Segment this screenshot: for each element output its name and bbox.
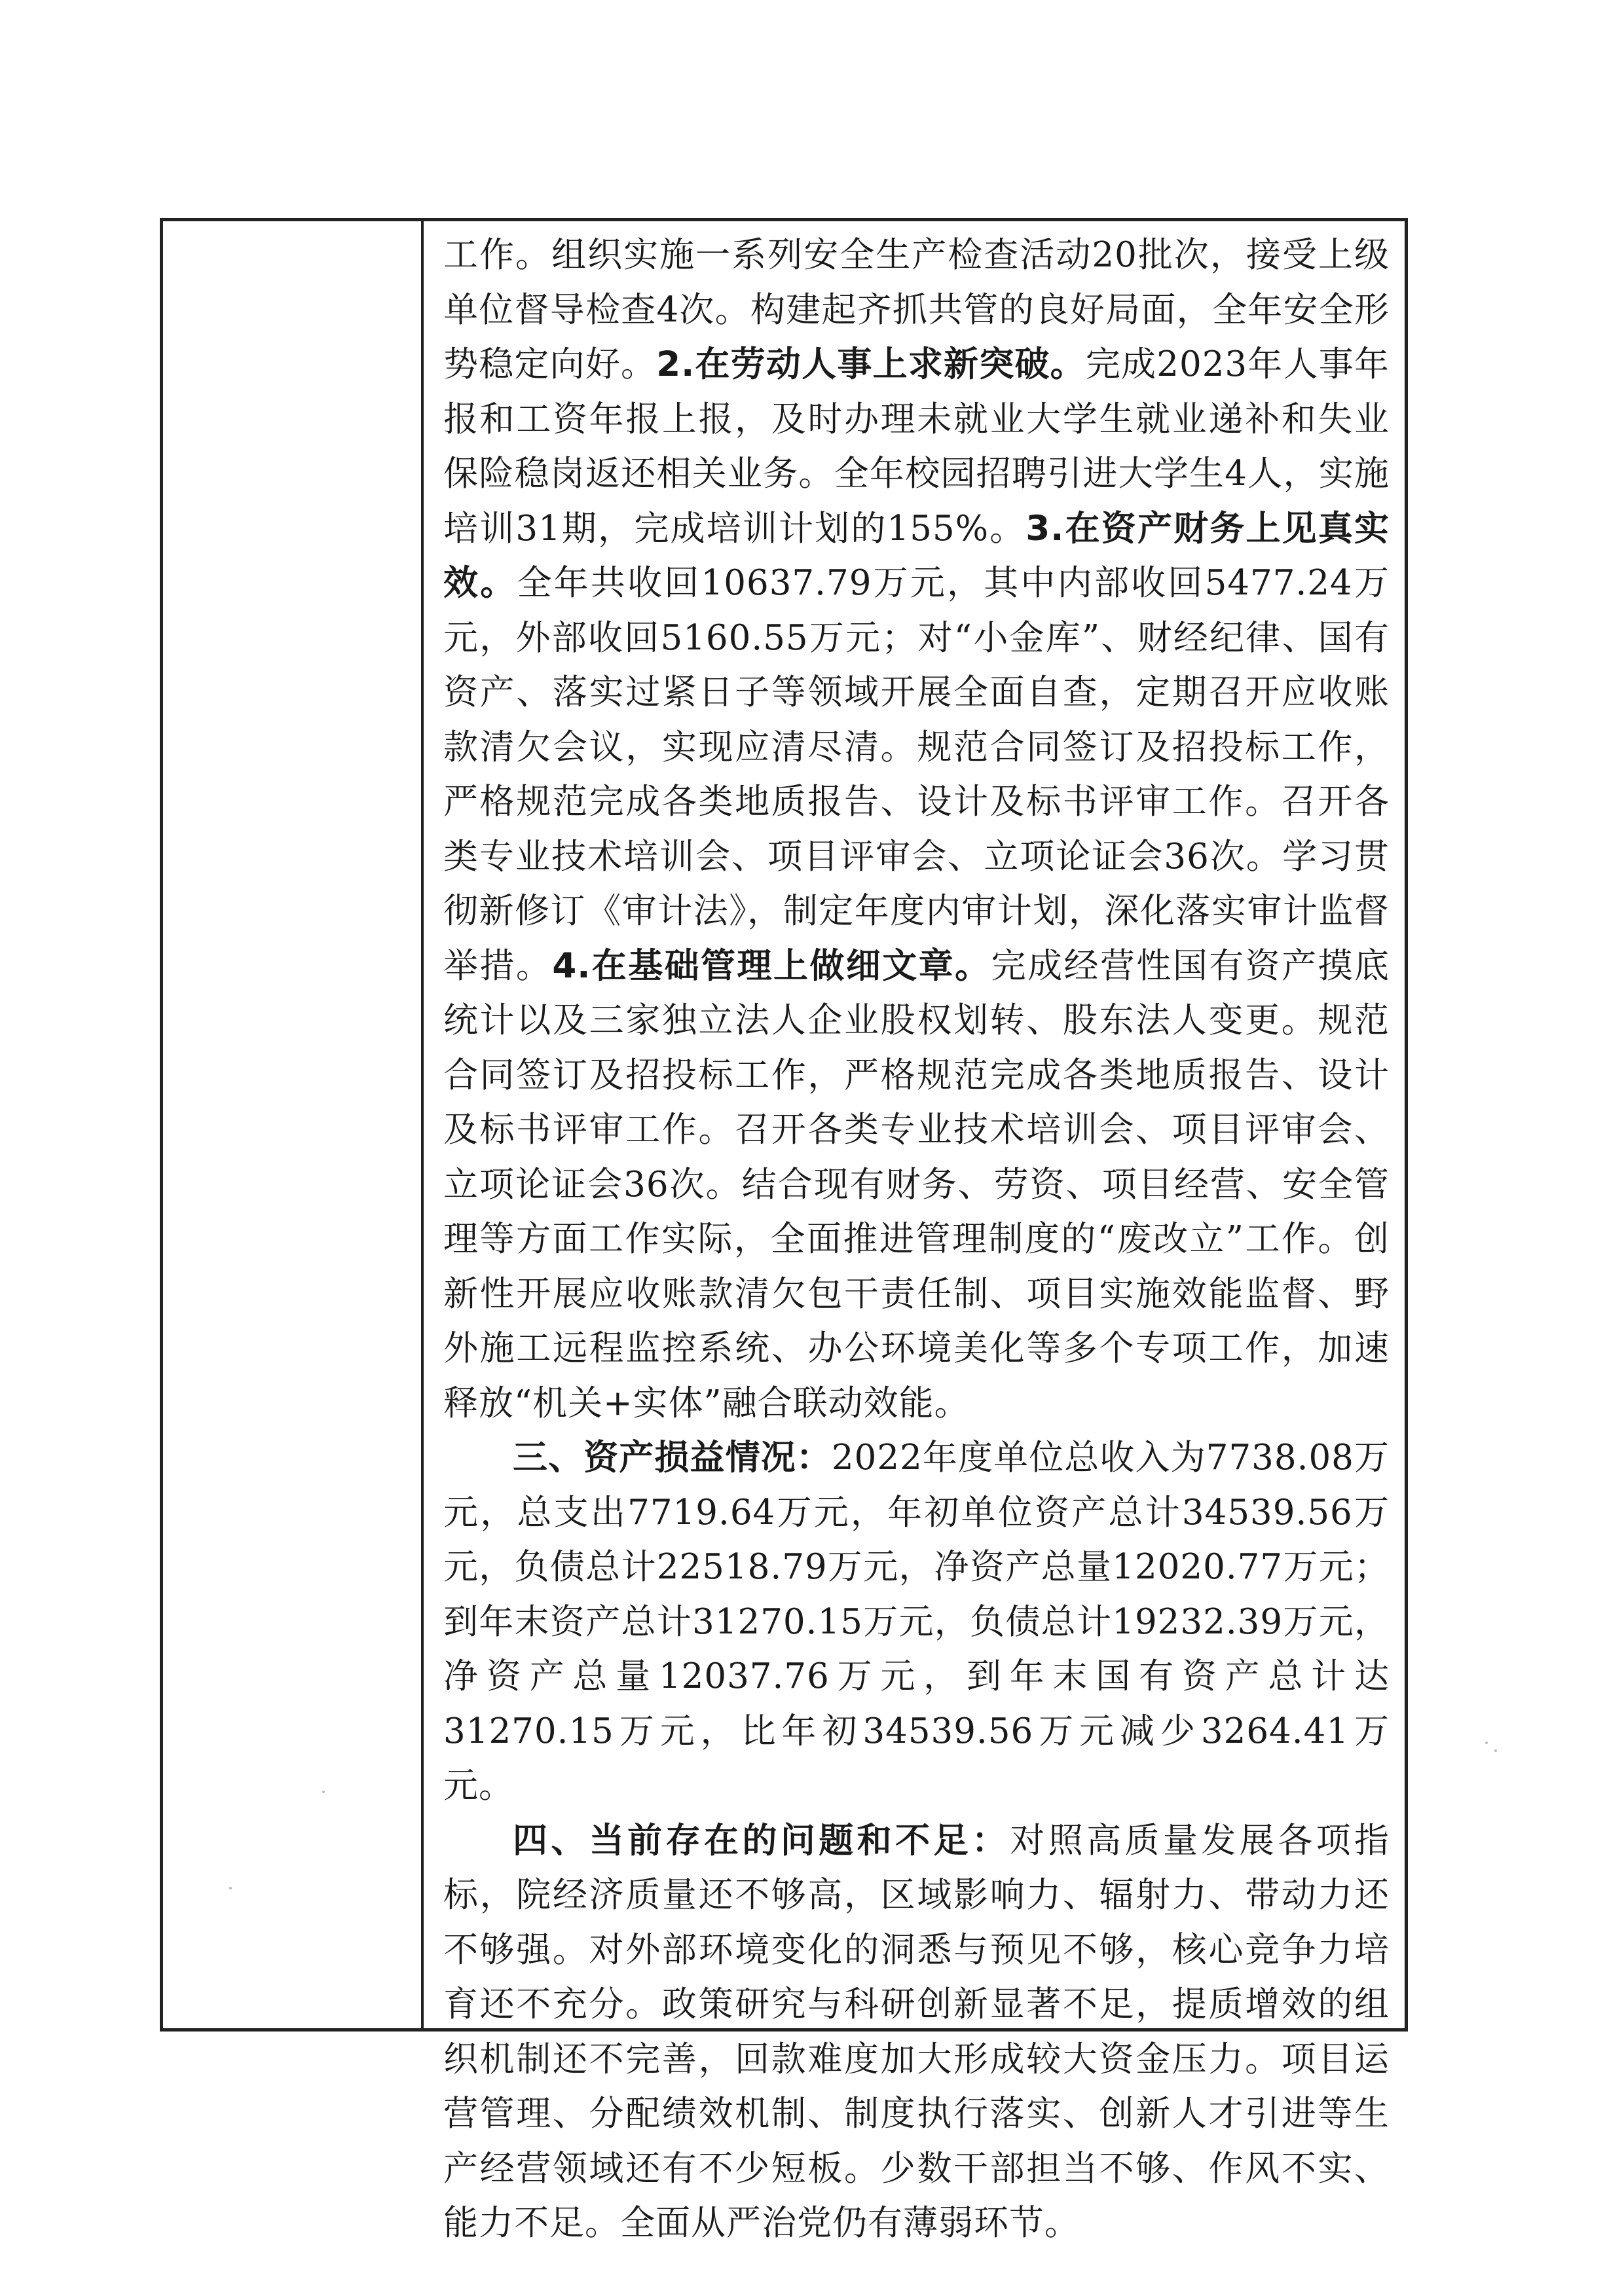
section-three-asset-profit-loss	[443, 1430, 1390, 1813]
section-two-continued	[443, 228, 1390, 1430]
section-heading: 四、当前存在的问题和不足：	[513, 1820, 1010, 1861]
paragraph-text: 工作。组织实施一系列安全生产检查活动20批次，接受上级单位督导检查4次。构建起齐抓共管的良好局面，全年安全形势稳定向好。	[443, 235, 1390, 384]
subheading-asset-finance: 3.在资产财务上见真实效。	[443, 508, 1390, 603]
section-heading: 三、资产损益情况：	[513, 1438, 832, 1478]
paragraph-text: 完成经营性国有资产摸底统计以及三家独立法人企业股权划转、股东法人变更。规范合同签订及招投标工作，严格规范完成各类地质报告、设计及标书评审工作。召开各类专业技术培训会、项目评审会、立项论证会36次。结合现有财务、劳资、项目经营、安全管理等方面工作实际，全面推进管理制度的“废改立”工作。创新性开展应收账款清欠包干责任制、项目实施效能监督、野外施工远程监控系统、办公环境美化等多个专项工作，加速释放“机关+实体”融合联动效能。	[443, 945, 1390, 1423]
paragraph-text: 对照高质量发展各项指标，院经济质量还不够高，区域影响力、辐射力、带动力还不够强。对外部环境变化的洞悉与预见不够，核心竞争力培育还不充分。政策研究与科研创新显著不足，提质增效的组织机制还不完善，回款难度加大形成较大资金压力。项目运营管理、分配绩效机制、制度执行落实、创新人才引进等生产经营领域还有不少短板。少数干部担当不够、作风不实、能力不足。全面从严治党仍有薄弱环节。	[443, 1820, 1390, 2243]
scan-speck	[1494, 1749, 1497, 1752]
subheading-labor-personnel: 2.在劳动人事上求新突破。	[656, 344, 1086, 384]
table-content-cell	[443, 228, 1390, 2251]
scan-speck	[229, 1887, 232, 1889]
scan-speck	[322, 1791, 325, 1793]
paragraph-text: 全年共收回10637.79万元，其中内部收回5477.24万元，外部收回5160.55万元；对“小金库”、财经纪律、国有资产、落实过紧日子等领域开展全面自查，定期召开应收账款清欠会议，实现应清尽清。规范合同签订及招投标工作，严格规范完成各类地质报告、设计及标书评审工作。召开各类专业技术培训会、项目评审会、立项论证会36次。学习贯彻新修订《审计法》，制定年度内审计划，深化落实审计监督举措。	[443, 563, 1390, 986]
scan-speck	[1485, 1741, 1488, 1744]
paragraph-text: 完成2023年人事年报和工资年报上报，及时办理未就业大学生就业递补和失业保险稳岗返还相关业务。全年校园招聘引进大学生4人，实施培训31期，完成培训计划的155%。	[443, 344, 1390, 549]
subheading-basic-management: 4.在基础管理上做细文章。	[552, 945, 991, 986]
section-four-problems	[443, 1813, 1390, 2251]
report-table	[160, 218, 1408, 2243]
paragraph-text: 2022年度单位总收入为7738.08万元，总支出7719.64万元，年初单位资产总计34539.56万元，负债总计22518.79万元，净资产总量12020.77万元；到年末资产总计31270.15万元，负债总计19232.39万元，净资产总量12037.76万元，到年末国有资产总计达31270.15万元，比年初34539.56万元减少3264.41万元。	[443, 1438, 1390, 1806]
table-label-column	[163, 221, 424, 2028]
